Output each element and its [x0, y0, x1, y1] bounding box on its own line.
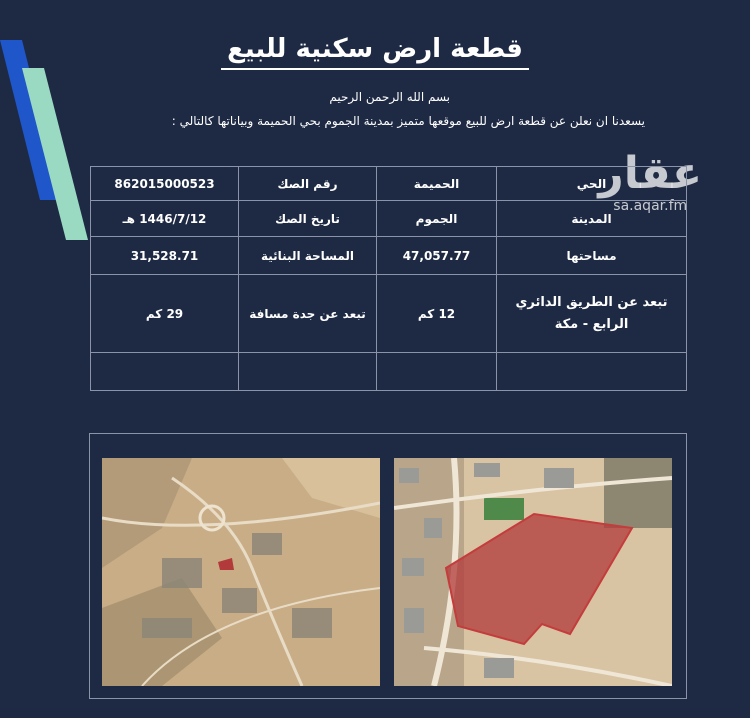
table-cell: الحي: [497, 167, 687, 201]
table-cell: رقم الصك: [239, 167, 377, 201]
table-cell: تاريخ الصك: [239, 201, 377, 237]
table-cell: 12 كم: [377, 275, 497, 353]
property-info-table: [90, 166, 687, 391]
maps-frame: [89, 433, 687, 699]
table-cell: [91, 353, 239, 391]
table-cell: 31,528.71: [91, 237, 239, 275]
table-cell: 1446/7/12 هـ: [91, 201, 239, 237]
table-row: [91, 237, 687, 275]
watermark-url: sa.aqar.fm: [613, 198, 688, 214]
table-cell: الجموم: [377, 201, 497, 237]
overview-map-image: [102, 458, 380, 686]
table-cell: تبعد عن الطريق الدائري الرابع - مكة: [497, 275, 687, 353]
table-cell: مساحتها: [497, 237, 687, 275]
table-row: [91, 167, 687, 201]
decor-stripes: [0, 40, 100, 300]
satellite-map-parcel-icon: [394, 458, 672, 686]
intro-text: يسعدنا ان نعلن عن قطعة ارض للبيع موقعها متميز بمدينة الجموم بحي الحميمة وبياناتها كالتالي :: [171, 114, 645, 128]
table-cell: [497, 353, 687, 391]
table-cell: [239, 353, 377, 391]
table-cell: المدينة: [497, 201, 687, 237]
table-cell: 47,057.77: [377, 237, 497, 275]
satellite-map-overview-icon: [102, 458, 380, 686]
page-title: قطعة ارض سكنية للبيع: [221, 34, 529, 70]
table-row: [91, 201, 687, 237]
basmala-text: بسم الله الرحمن الرحيم: [329, 90, 450, 104]
table-cell: تبعد عن جدة مسافة: [239, 275, 377, 353]
parcel-map-image: [394, 458, 672, 686]
table-row: [91, 275, 687, 353]
table-cell: 29 كم: [91, 275, 239, 353]
table-cell: الحميمة: [377, 167, 497, 201]
title-wrap: [0, 34, 750, 70]
watermark-logo: عقار: [598, 148, 702, 199]
table-cell: 862015000523: [91, 167, 239, 201]
table-cell: [377, 353, 497, 391]
table-cell: المساحة البنائية: [239, 237, 377, 275]
table-row: [91, 353, 687, 391]
